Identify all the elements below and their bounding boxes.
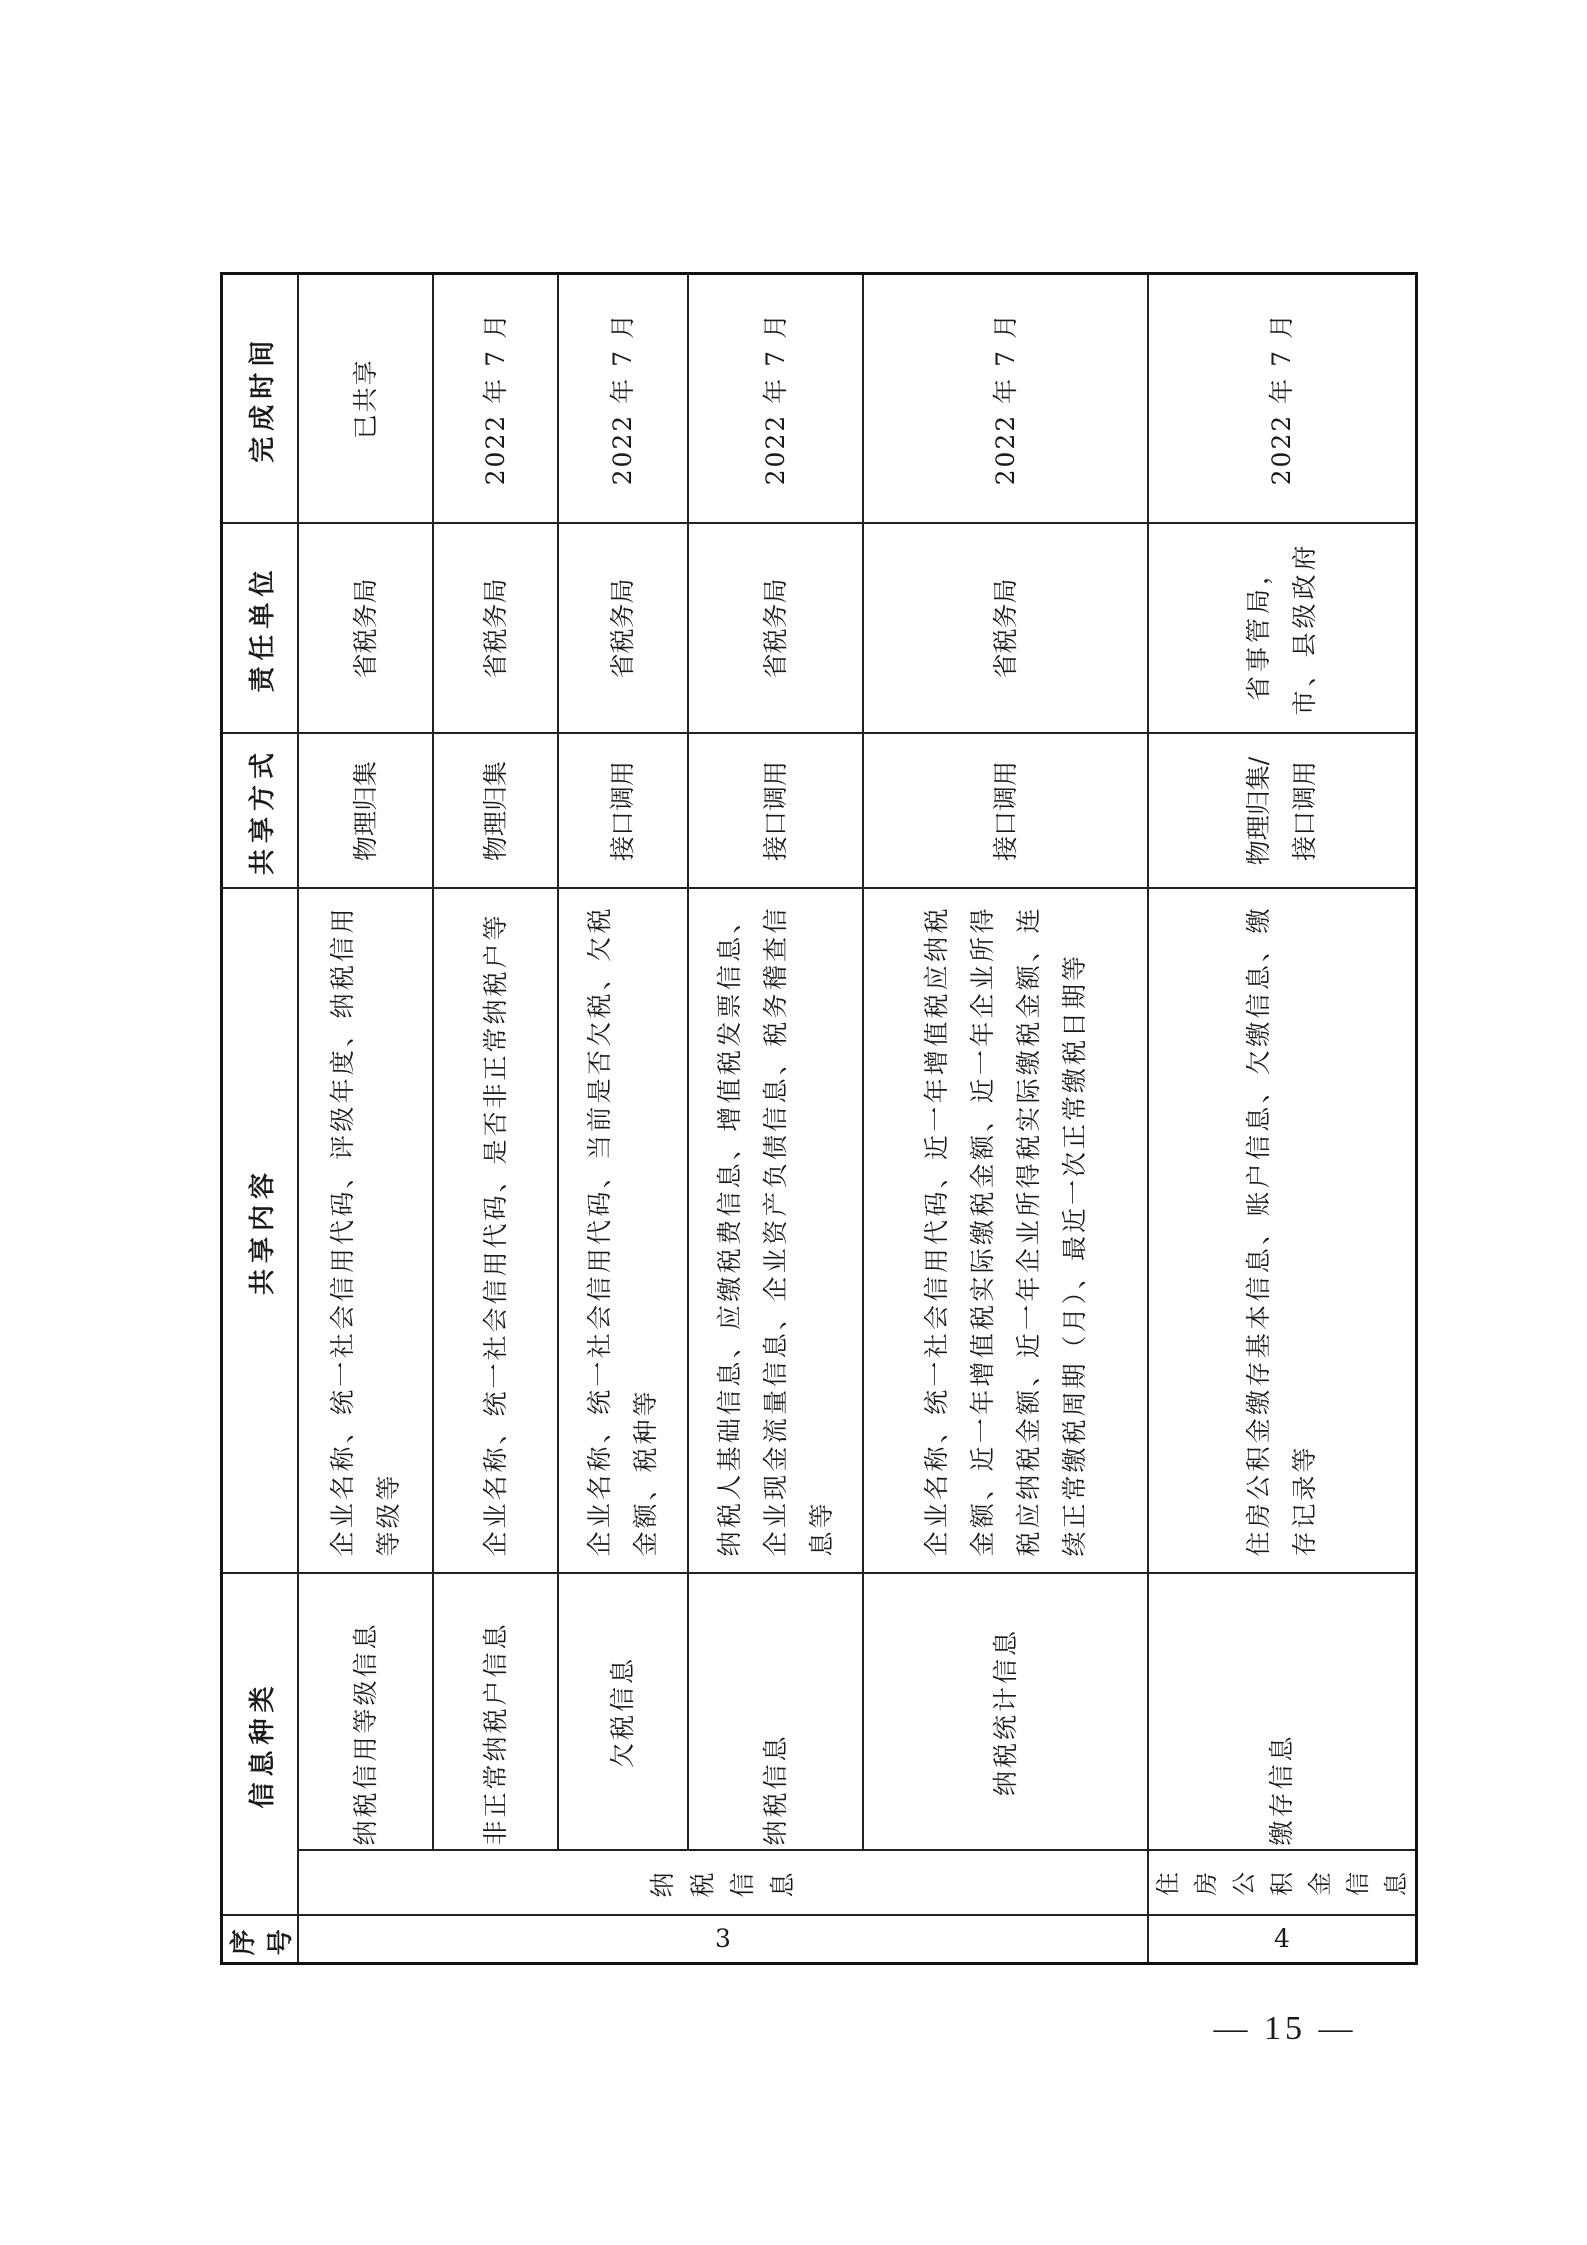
content-cell: 住房公积金缴存基本信息、账户信息、欠缴信息、缴存记录等 bbox=[1148, 888, 1417, 1573]
table-row bbox=[433, 273, 558, 1963]
category-cell: 住房公积金信息 bbox=[1148, 1851, 1417, 1916]
method-line-1: 物理归集/ bbox=[1244, 756, 1273, 866]
table-header-row bbox=[222, 273, 299, 1963]
method-line-2: 接口调用 bbox=[1290, 760, 1319, 861]
table-row bbox=[1148, 273, 1417, 1963]
header-content: 共享内容 bbox=[222, 888, 299, 1573]
time-cell: 2022 年 7 月 bbox=[433, 273, 558, 523]
time-cell: 2022 年 7 月 bbox=[1148, 273, 1417, 523]
content-cell: 企业名称、统一社会信用代码、当前是否欠税、欠税金额、税种等 bbox=[558, 888, 688, 1573]
info-type-cell: 欠税信息 bbox=[558, 1573, 688, 1850]
info-type-cell: 纳税信用等级信息 bbox=[298, 1573, 433, 1850]
seq-cell: 3 bbox=[298, 1916, 1148, 1964]
content-cell: 企业名称、统一社会信用代码、评级年度、纳税信用等级等 bbox=[298, 888, 433, 1573]
time-cell: 已共享 bbox=[298, 273, 433, 523]
content-cell: 纳税人基础信息、应缴税费信息、增值税发票信息、企业现金流量信息、企业资产负债信息、税务稽查信息等 bbox=[688, 888, 863, 1573]
page-number: — 15 — bbox=[1213, 2010, 1357, 2047]
info-type-cell: 纳税统计信息 bbox=[863, 1573, 1148, 1850]
dept-line-2: 市、县级政府 bbox=[1290, 541, 1319, 716]
seq-cell: 4 bbox=[1148, 1916, 1417, 1964]
method-cell: 接口调用 bbox=[558, 733, 688, 888]
header-dept: 责任单位 bbox=[222, 523, 299, 733]
dept-cell: 省税务局 bbox=[558, 523, 688, 733]
table-row bbox=[298, 273, 433, 1963]
info-type-cell: 缴存信息 bbox=[1148, 1573, 1417, 1850]
dept-line-1: 省事管局， bbox=[1244, 555, 1273, 701]
dept-cell: 省税务局 bbox=[433, 523, 558, 733]
table-row bbox=[863, 273, 1148, 1963]
header-info-type: 信息种类 bbox=[222, 1573, 299, 1915]
method-cell bbox=[1148, 733, 1417, 888]
method-cell: 物理归集 bbox=[298, 733, 433, 888]
dept-cell: 省税务局 bbox=[298, 523, 433, 733]
method-cell: 物理归集 bbox=[433, 733, 558, 888]
method-cell: 接口调用 bbox=[688, 733, 863, 888]
rotated-table-container bbox=[220, 275, 1410, 1965]
method-cell: 接口调用 bbox=[863, 733, 1148, 888]
dept-cell: 省税务局 bbox=[688, 523, 863, 733]
dept-cell bbox=[1148, 523, 1417, 733]
time-cell: 2022 年 7 月 bbox=[863, 273, 1148, 523]
time-cell: 2022 年 7 月 bbox=[688, 273, 863, 523]
header-time: 完成时间 bbox=[222, 273, 299, 523]
table-row bbox=[558, 273, 688, 1963]
category-cell: 纳税信息 bbox=[298, 1851, 1148, 1916]
time-cell: 2022 年 7 月 bbox=[558, 273, 688, 523]
info-sharing-table bbox=[220, 272, 1418, 1965]
table-row bbox=[688, 273, 863, 1963]
info-type-cell: 纳税信息 bbox=[688, 1573, 863, 1850]
dept-cell: 省税务局 bbox=[863, 523, 1148, 733]
content-cell: 企业名称、统一社会信用代码、近一年增值税应纳税金额、近一年增值税实际缴税金额、近一年企业所得税应纳税金额、近一年企业所得税实际缴税金额、连续正常缴税周期（月）、最近一次正常缴税日期等 bbox=[863, 888, 1148, 1573]
content-cell: 企业名称、统一社会信用代码、是否非正常纳税户等 bbox=[433, 888, 558, 1573]
header-seq: 序号 bbox=[222, 1916, 299, 1964]
info-type-cell: 非正常纳税户信息 bbox=[433, 1573, 558, 1850]
header-method: 共享方式 bbox=[222, 733, 299, 888]
